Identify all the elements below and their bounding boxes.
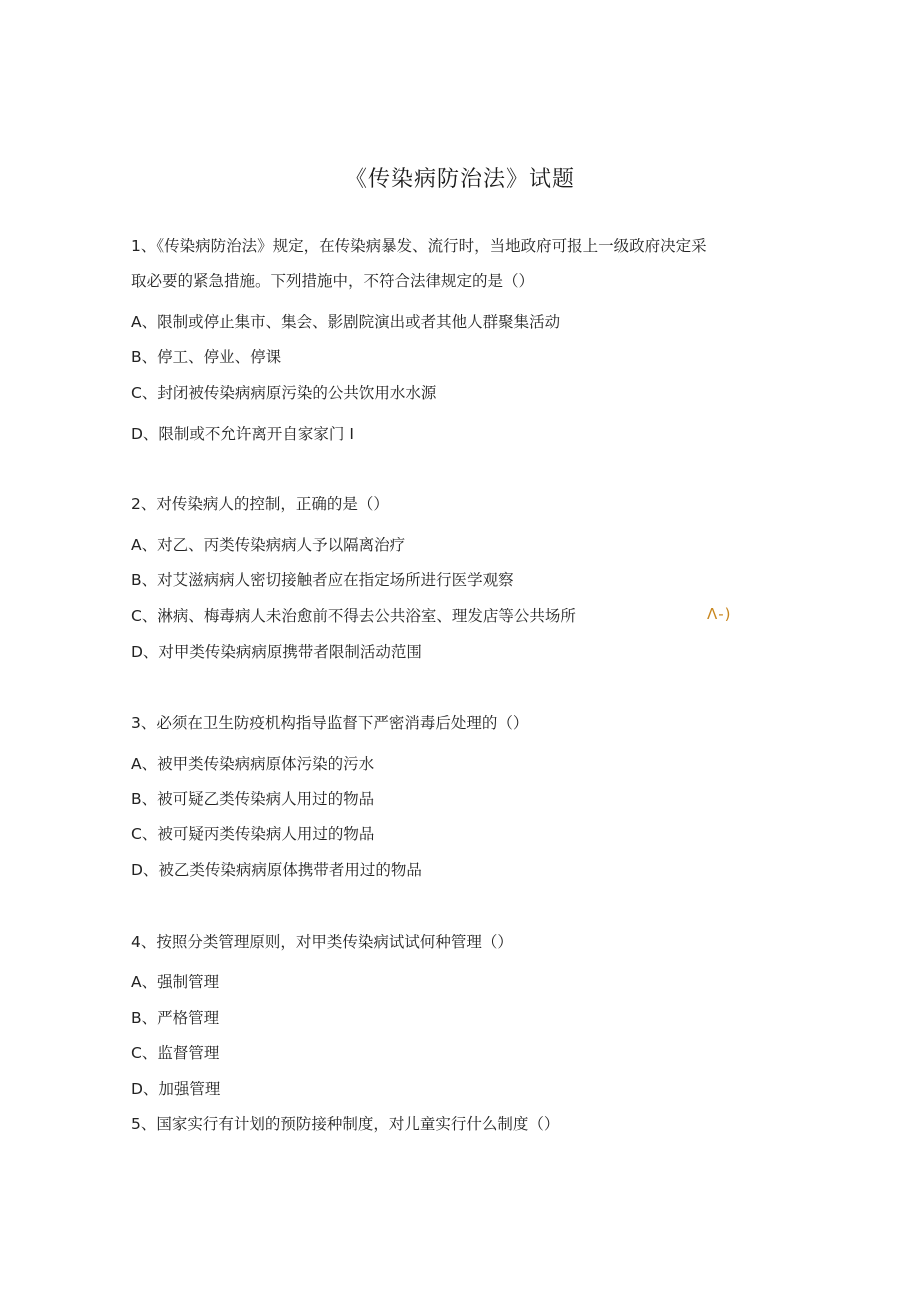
question-3-option-b: B、被可疑乙类传染病人用过的物品 [131, 790, 375, 808]
handwritten-annotation: Λ-) [707, 605, 732, 623]
question-3-option-c: C、被可疑丙类传染病人用过的物品 [131, 825, 375, 843]
question-2-stem: 2、对传染病人的控制，正确的是（） [131, 495, 389, 513]
question-3-option-d: D、被乙类传染病病原体携带者用过的物品 [131, 861, 422, 879]
question-3-stem: 3、必须在卫生防疫机构指导监督下严密消毒后处理的（） [131, 714, 529, 732]
question-1-stem-line-2: 取必要的紧急措施。下列措施中，不符合法律规定的是（） [131, 272, 535, 290]
page-title: 《传染病防治法》试题 [344, 167, 575, 192]
question-4-option-b: B、严格管理 [131, 1009, 220, 1027]
question-2-option-c: C、淋病、梅毒病人未治愈前不得去公共浴室、理发店等公共场所 [131, 607, 576, 625]
question-1-option-b: B、停工、停业、停课 [131, 348, 282, 366]
question-2-option-d: D、对甲类传染病病原携带者限制活动范围 [131, 643, 422, 661]
question-2-option-b: B、对艾滋病病人密切接触者应在指定场所进行医学观察 [131, 571, 514, 589]
question-1-option-a: A、限制或停止集市、集会、影剧院演出或者其他人群聚集活动 [131, 313, 561, 331]
question-1-option-c: C、封闭被传染病病原污染的公共饮用水水源 [131, 384, 437, 402]
question-3-option-a: A、被甲类传染病病原体污染的污水 [131, 755, 375, 773]
question-1-stem-line-1: 1、《传染病防治法》规定，在传染病暴发、流行时，当地政府可报上一级政府决定采 [131, 237, 707, 255]
question-2-option-a: A、对乙、丙类传染病病人予以隔离治疗 [131, 536, 406, 554]
question-4-stem: 4、按照分类管理原则，对甲类传染病试试何种管理（） [131, 933, 513, 951]
question-5-stem: 5、国家实行有计划的预防接种制度，对儿童实行什么制度（） [131, 1115, 560, 1133]
question-4-option-c: C、监督管理 [131, 1044, 220, 1062]
question-4-option-d: D、加强管理 [131, 1080, 221, 1098]
question-4-option-a: A、强制管理 [131, 973, 220, 991]
question-1-option-d: D、限制或不允许离开自家家门 I [131, 425, 354, 443]
